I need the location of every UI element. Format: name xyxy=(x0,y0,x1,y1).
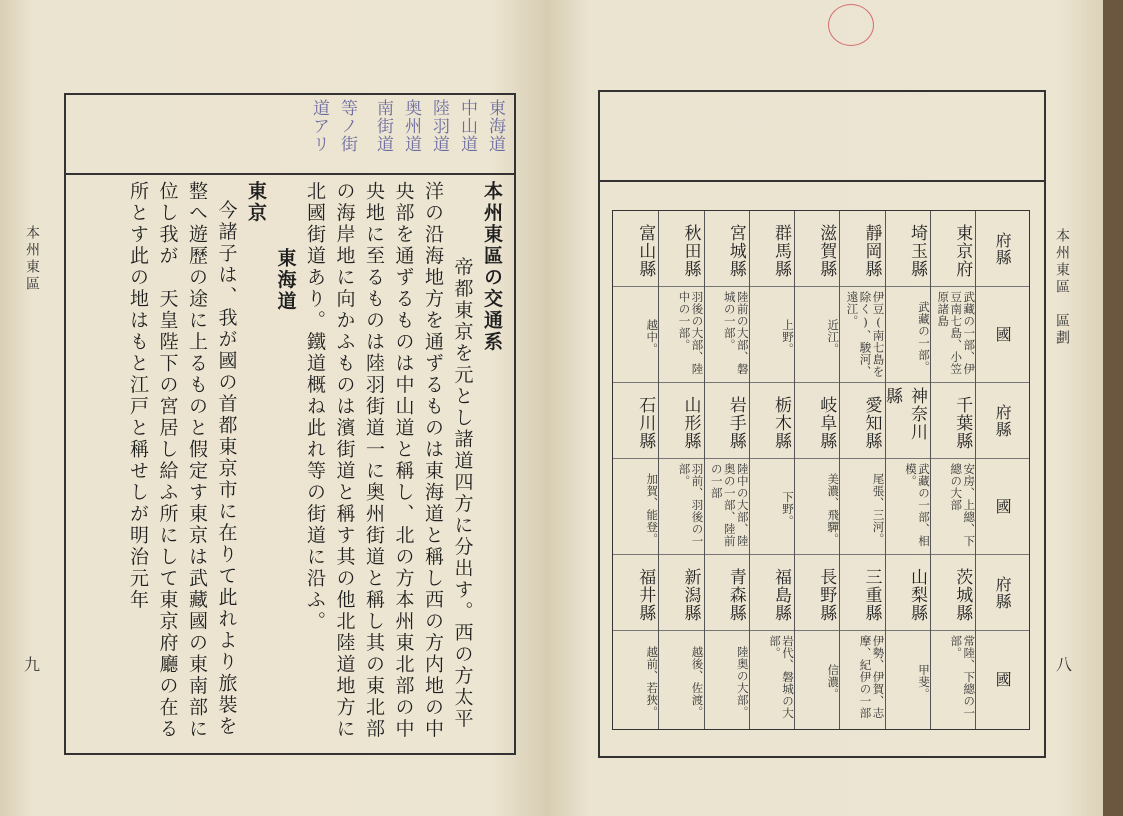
left-page-number: 九 xyxy=(24,655,41,674)
prefecture-name: 神奈川縣 xyxy=(886,383,931,459)
prefecture-name: 宮城縣 xyxy=(705,211,749,287)
margin-note: 中山道 xyxy=(457,99,477,153)
header-column xyxy=(975,211,1029,729)
province-list: 安房、上總、下總の大部 xyxy=(931,459,975,555)
prefecture-name: 滋賀縣 xyxy=(795,211,839,287)
margin-note: 等ノ街 xyxy=(337,99,357,153)
province-list: 陸前の大部、磐城の一部。 xyxy=(705,287,749,383)
province-list: 伊豆(南七島を除く)、駿河、遠江。 xyxy=(840,287,884,383)
margin-note: 南街道 xyxy=(373,99,393,153)
prefecture-name: 栃木縣 xyxy=(750,383,794,459)
prefecture-name: 石川縣 xyxy=(613,383,658,459)
left-page xyxy=(0,0,545,816)
prefecture-name: 岩手縣 xyxy=(705,383,749,459)
body-text xyxy=(76,181,506,741)
header-prefecture: 府縣 xyxy=(976,211,1029,287)
table-column xyxy=(658,211,703,729)
province-list: 羽後の大部、陸中の一部。 xyxy=(659,287,703,383)
province-list: 陸奥の大部。 xyxy=(735,645,750,718)
table-column xyxy=(839,211,884,729)
prefecture-table xyxy=(612,210,1030,730)
province-list: 武藏の一部、伊豆南七島、小笠原諸島 xyxy=(931,287,975,383)
prefecture-name: 新潟縣 xyxy=(659,555,703,631)
handwritten-margin xyxy=(66,95,514,175)
prefecture-name: 福島縣 xyxy=(750,555,794,631)
margin-note: 奥州道 xyxy=(401,99,421,153)
paragraph: 帝都東京を元とし諸道四方に分出す。西の方太平洋の沿海地方を通ずるものは東海道と稱し西の方内地の中央部を通ずるものは中山道と稱し、北の方本州東北部の中央地に至るものは陸羽街道一に奥州街道と稱し其の東北部の海岸地に向かふものは濱街道と稱す其の他北陸道地方に北國街道あり。鐵道概ね此れ等の街道に沿ふ。 xyxy=(304,181,474,740)
province-list: 越前、若狹。 xyxy=(645,645,660,718)
header-prefecture: 府縣 xyxy=(976,555,1029,631)
prefecture-name: 靜岡縣 xyxy=(840,211,884,287)
table-column xyxy=(613,211,658,729)
prefecture-name: 富山縣 xyxy=(613,211,658,287)
table-column xyxy=(930,211,975,729)
province-list: 伊勢、伊賀、志摩、紀伊の一部 xyxy=(858,635,886,719)
header-province: 國 xyxy=(993,671,1013,688)
province-list: 常陸、下總の一部。 xyxy=(949,635,977,719)
paragraph: 今諸子は、我が國の首都東京市に在りて此れより旅裝を整へ遊歷の途に上るものと假定す東京は武藏國の東南部に位し我が 天皇陛下の宮居し給ふ所にして東京府廳の在る所とす此の地はもと江戸と稱せしが明治元年 xyxy=(127,181,238,740)
right-page-number: 八 xyxy=(1056,655,1073,674)
pencil-circle-mark xyxy=(828,4,874,46)
province-list: 甲斐。 xyxy=(917,663,932,700)
table-column xyxy=(704,211,749,729)
margin-note: 道アリ xyxy=(309,99,329,153)
prefecture-name: 東京府 xyxy=(931,211,975,287)
province-list: 岩代、磐城の大部。 xyxy=(768,635,796,719)
prefecture-name: 秋田縣 xyxy=(659,211,703,287)
prefecture-name: 愛知縣 xyxy=(840,383,884,459)
province-list: 陸中の大部、陸奥の一部、陸前の一部 xyxy=(705,459,749,555)
prefecture-name: 青森縣 xyxy=(705,555,749,631)
section-title: 本州東區の交通系 xyxy=(481,181,503,353)
province-list: 信濃。 xyxy=(826,663,841,700)
province-list: 武藏の一部。 xyxy=(886,287,931,383)
blank-margin xyxy=(600,92,1044,182)
table-column xyxy=(882,211,932,729)
prefecture-name: 山梨縣 xyxy=(886,555,931,631)
province-list: 美濃、飛驒。 xyxy=(795,459,839,555)
province-list: 下野。 xyxy=(750,459,794,555)
header-province: 國 xyxy=(976,287,1029,383)
province-list: 上野。 xyxy=(750,287,794,383)
prefecture-name: 三重縣 xyxy=(840,555,884,631)
prefecture-name: 埼玉縣 xyxy=(886,211,931,287)
prefecture-name: 茨城縣 xyxy=(931,555,975,631)
book-edge xyxy=(1103,0,1123,816)
left-running-head: 本州東區 xyxy=(24,225,40,293)
table-column xyxy=(794,211,839,729)
prefecture-name: 長野縣 xyxy=(795,555,839,631)
province-list: 越中。 xyxy=(613,287,658,383)
prefecture-name: 千葉縣 xyxy=(931,383,975,459)
province-list: 羽前、羽後の一部。 xyxy=(659,459,703,555)
sub-heading: 東京 xyxy=(245,181,267,224)
prefecture-name: 岐阜縣 xyxy=(795,383,839,459)
prefecture-name: 山形縣 xyxy=(659,383,703,459)
margin-note: 陸羽道 xyxy=(429,99,449,153)
province-list: 武藏の一部、相模。 xyxy=(886,459,931,555)
header-province: 國 xyxy=(976,459,1029,555)
table-column xyxy=(749,211,794,729)
prefecture-name: 群馬縣 xyxy=(750,211,794,287)
prefecture-name: 福井縣 xyxy=(613,555,658,631)
province-list: 加賀、能登。 xyxy=(613,459,658,555)
province-list: 近江。 xyxy=(795,287,839,383)
header-prefecture: 府縣 xyxy=(976,383,1029,459)
right-running-head: 本州東區 區劃 xyxy=(1054,228,1070,347)
margin-note: 東海道 xyxy=(485,99,505,153)
subsection-title: 東海道 xyxy=(274,247,297,312)
left-text-frame xyxy=(64,93,516,755)
right-table-frame xyxy=(598,90,1046,758)
province-list: 尾張、三河。 xyxy=(840,459,884,555)
province-list: 越後、佐渡。 xyxy=(690,645,705,718)
